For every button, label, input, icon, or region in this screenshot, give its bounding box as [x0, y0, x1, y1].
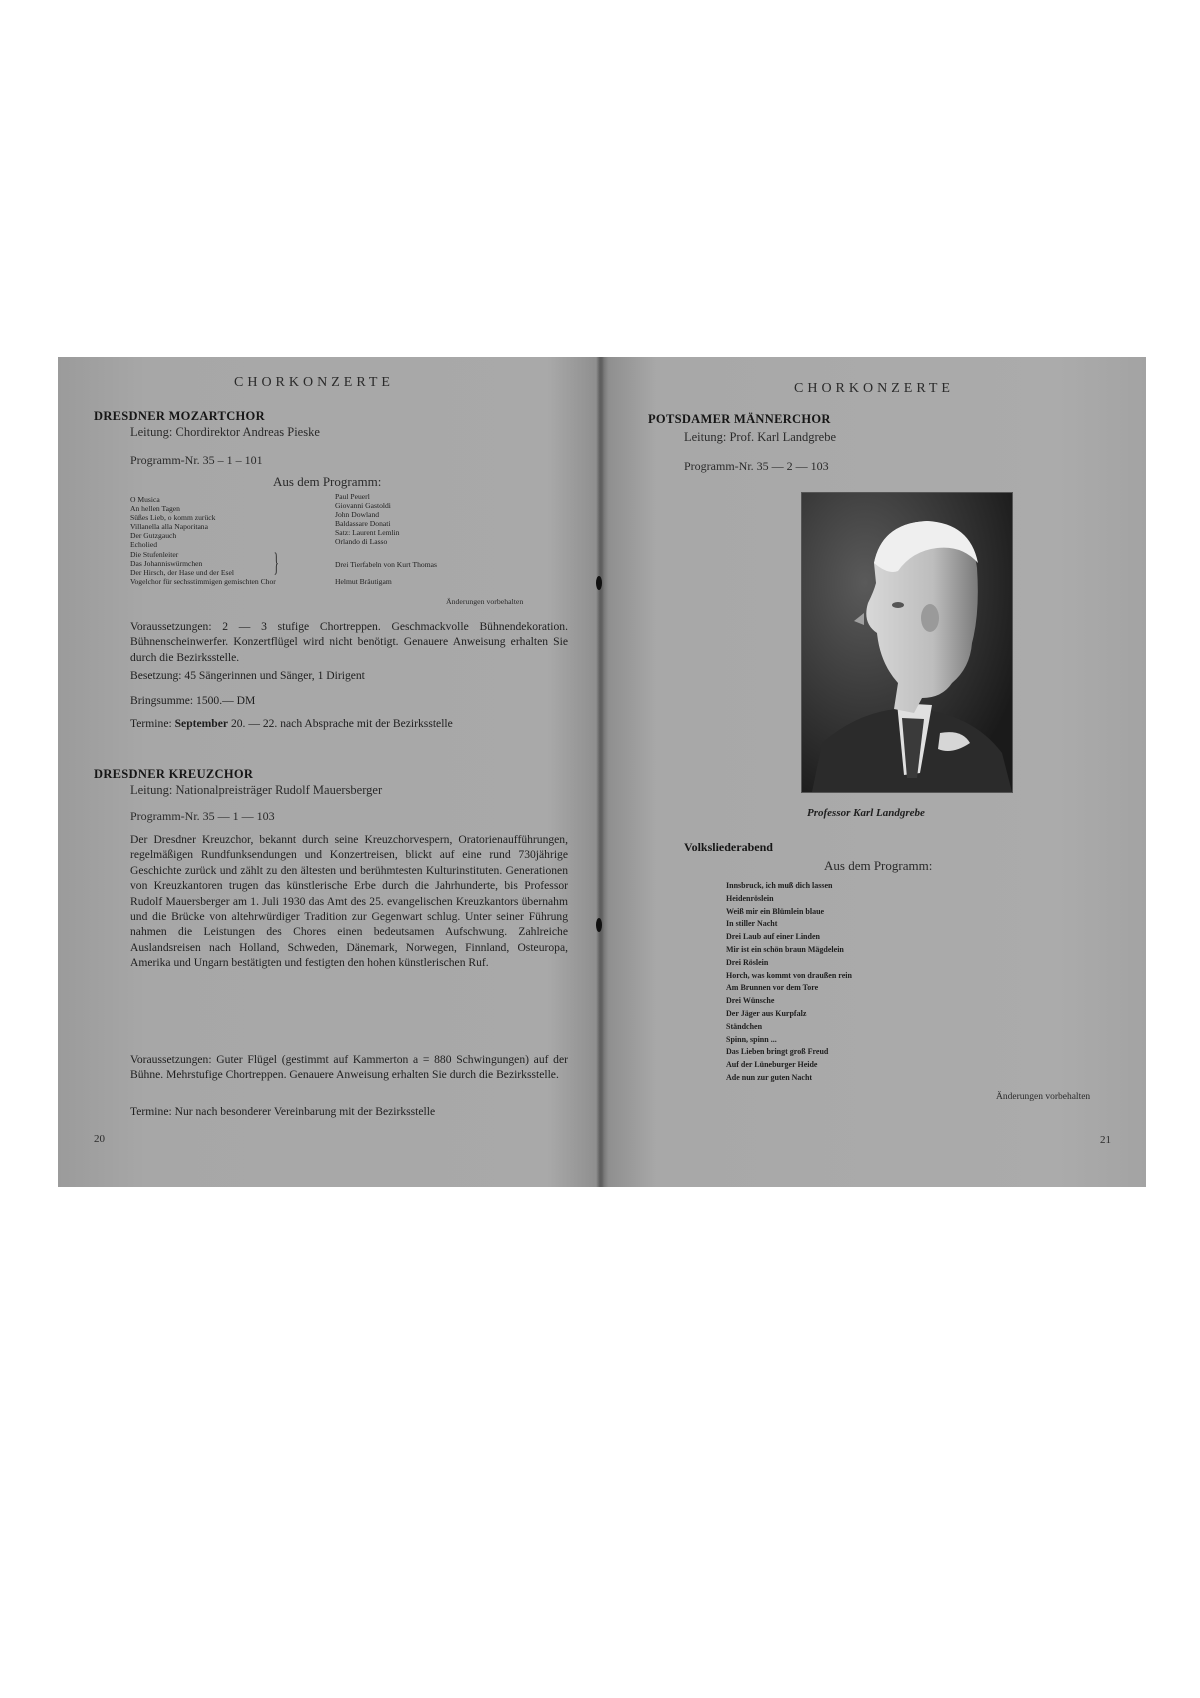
composer: Satz: Laurent Lemlin: [335, 528, 400, 538]
song-title: Das Lieben bringt groß Freud: [726, 1047, 829, 1057]
song-title: In stiller Nacht: [726, 919, 778, 929]
composer: John Dowland: [335, 510, 380, 520]
song-title: Ade nun zur guten Nacht: [726, 1072, 813, 1082]
song-title: Der Gutzgauch: [130, 531, 177, 541]
song-title: Der Jäger aus Kurpfalz: [726, 1008, 807, 1018]
choir-name: DRESDNER MOZARTCHOR: [94, 409, 265, 423]
book-spread: [58, 357, 1146, 1187]
composer: Orlando di Lasso: [335, 537, 388, 547]
song-title: Auf der Lüneburger Heide: [726, 1060, 818, 1070]
program-title: Volksliederabend: [684, 840, 773, 854]
choir-name: DRESDNER KREUZCHOR: [94, 767, 254, 781]
song-title: Horch, was kommt von draußen rein: [726, 970, 852, 980]
song-title: Mir ist ein schön braun Mägdelein: [726, 944, 844, 954]
program-heading: Aus dem Programm:: [824, 858, 933, 873]
song-title: Vogelchor für sechsstimmigen gemischten Chor: [130, 576, 276, 586]
song-title: Drei Röslein: [726, 957, 769, 967]
composer: Giovanni Gastoldi: [335, 501, 391, 511]
page-header: CHORKONZERTE: [234, 375, 394, 390]
composer: Drei Tierfabeln von Kurt Thomas: [335, 560, 437, 569]
song-title: Süßes Lieb, o komm zurück: [130, 513, 216, 523]
photo-caption: Professor Karl Landgrebe: [807, 807, 925, 819]
program-heading: Aus dem Programm:: [273, 474, 382, 489]
composer: Paul Peuerl: [335, 492, 370, 501]
song-title: Weiß mir ein Blümlein blaue: [726, 906, 825, 916]
fee-text: Bringsumme: 1500.— DM: [130, 694, 256, 707]
song-title: Drei Wünsche: [726, 996, 775, 1006]
dates-text: Termine: Nur nach besonderer Vereinbarung mit der Bezirksstelle: [130, 1105, 436, 1118]
history-text: Der Dresdner Kreuzchor, bekannt durch seine Kreuzchorvespern, Oratorienaufführungen, regelmäßigen Rundfunksendungen und Konzertreisen, blickt auf eine rund 730jährige Geschichte zurück und zählt zu den ältesten und berühmtesten Kulturinstituten. Generationen von Kreuzkantoren trugen das künstlerische Erbe durch die Jahrhunderte, bis Professor Rudolf Mauersberger am 1. Juli 1930 das Amt des 25. evangelischen Kreuzkantors übernahm und die Brücke von altehrwürdiger Tradition zur Gegenwart schlug. Unter seiner Führung nahmen die Leistungen des Chores einen bedeutsamen Aufschwung. Zahlreiche Auslandsreisen nach Holland, Schweden, Dänemark, Norwegen, Finnland, Osteuropa, Amerika und Ungarn bestätigten und festigten den hohen künstlerischen Ruf.: [130, 833, 568, 970]
right-page: [602, 357, 1146, 1187]
choir-leader: Leitung: Prof. Karl Landgrebe: [684, 430, 837, 444]
song-title: Der Hirsch, der Hase und der Esel: [130, 567, 234, 577]
dates-detail: 20. — 22. nach Absprache mit der Bezirksstelle: [230, 717, 453, 730]
left-page: [58, 357, 598, 1187]
choir-leader: Leitung: Nationalpreisträger Rudolf Mauersberger: [130, 783, 383, 797]
page-number: 20: [94, 1133, 105, 1145]
song-title: Heidenröslein: [726, 893, 774, 903]
requirements-text: Voraussetzungen: 2 — 3 stufige Chortreppen. Geschmackvolle Bühnendekoration. Bühnenscheinwerfer. Konzertflügel wird nicht benötigt. Genauere Anweisung erhalten Sie durch die Bezirksstelle.: [130, 620, 568, 664]
program-number: Programm-Nr. 35 – 1 – 101: [130, 453, 263, 467]
song-title: Drei Laub auf einer Linden: [726, 932, 820, 942]
composer-list: [335, 492, 400, 547]
song-title: Villanella alla Naporitana: [130, 522, 208, 532]
song-list: [726, 880, 852, 1085]
page-number: 21: [1100, 1134, 1111, 1146]
song-title: Die Stufenleiter: [130, 549, 179, 559]
changes-note: Änderungen vorbehalten: [996, 1092, 1091, 1102]
song-title: Echolied: [130, 540, 157, 550]
composer: Baldassare Donati: [335, 519, 391, 529]
song-title: An hellen Tagen: [130, 504, 180, 514]
dates-month: September: [174, 717, 229, 730]
song-list: [130, 495, 276, 586]
dates-text: [130, 716, 453, 731]
cast-text: Besetzung: 45 Sängerinnen und Sänger, 1 Dirigent: [130, 669, 365, 682]
changes-note: Änderungen vorbehalten: [446, 597, 524, 606]
page-header: CHORKONZERTE: [794, 381, 954, 396]
song-title: Das Johanniswürmchen: [130, 558, 203, 568]
song-title: Innsbruck, ich muß dich lassen: [726, 881, 833, 890]
song-title: Ständchen: [726, 1021, 763, 1031]
composer: Helmut Bräutigam: [335, 577, 392, 586]
choir-name: POTSDAMER MÄNNERCHOR: [648, 412, 831, 426]
dates-label: Termine:: [130, 717, 172, 730]
song-title: Am Brunnen vor dem Tore: [726, 983, 819, 993]
song-title: Spinn, spinn ...: [726, 1034, 777, 1044]
requirements-text: Voraussetzungen: Guter Flügel (gestimmt auf Kammerton a = 880 Schwingungen) auf der Bühne. Mehrstufige Chortreppen. Genauere Anweisung erhalten Sie durch die Bezirksstelle.: [130, 1053, 568, 1082]
portrait-photo: [802, 493, 1012, 792]
choir-leader: Leitung: Chordirektor Andreas Pieske: [130, 425, 320, 439]
program-number: Programm-Nr. 35 — 2 — 103: [684, 459, 829, 473]
brace-glyph: }: [273, 548, 279, 577]
song-title: O Musica: [130, 495, 160, 504]
program-number: Programm-Nr. 35 — 1 — 103: [130, 809, 275, 823]
